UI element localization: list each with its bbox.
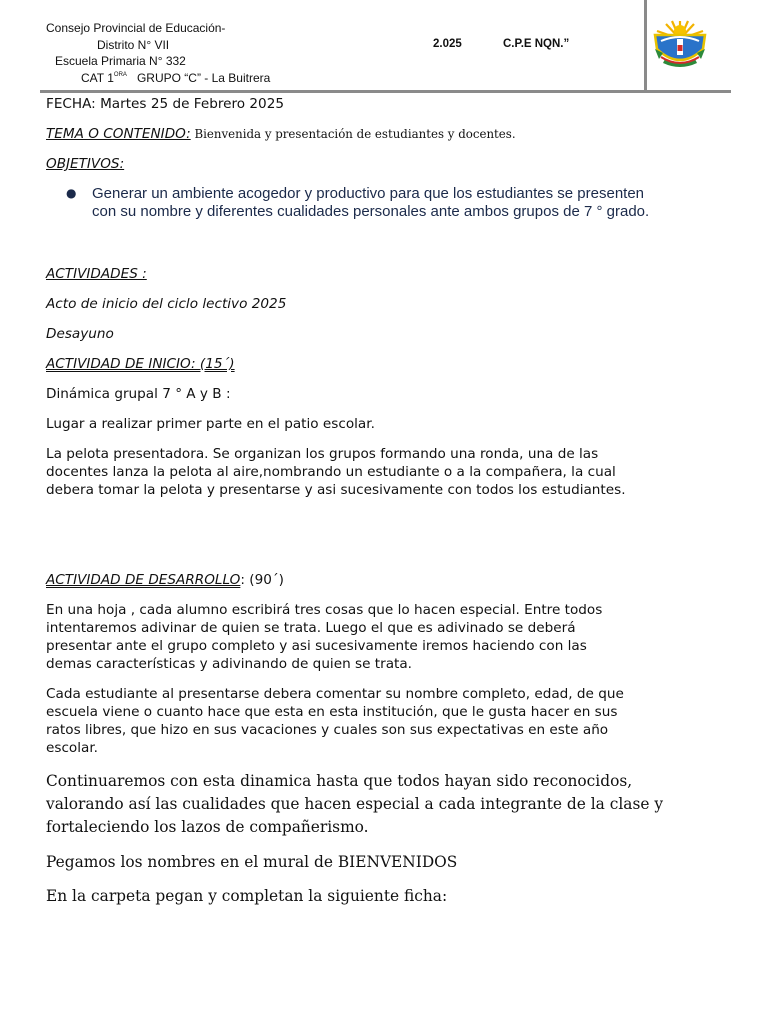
topic-line xyxy=(46,125,516,143)
development-label: ACTIVIDAD DE DESARROLLO xyxy=(46,572,241,588)
activity-breakfast: Desayuno xyxy=(46,326,114,342)
paragraph-line: ratos libres, que hizo en sus vacaciones y cuales son sus expectativas en este año xyxy=(46,722,609,738)
start-activity-paragraph xyxy=(46,445,666,499)
development-paragraph-3 xyxy=(46,770,686,839)
paragraph-line: presentar ante el grupo completo y asi sucesivamente iremos haciendo con las xyxy=(46,638,587,654)
header-category xyxy=(81,71,270,85)
start-activity-label: ACTIVIDAD DE INICIO: (15´) xyxy=(46,356,235,372)
development-paragraph-1 xyxy=(46,601,666,673)
header-cpe: C.P.E NQN.” xyxy=(503,38,570,50)
objectives-label: OBJETIVOS: xyxy=(46,156,125,172)
paragraph-line: debera tomar la pelota y presentarse y asi sucesivamente con todos los estudiantes. xyxy=(46,482,626,498)
header-horizontal-divider xyxy=(40,90,731,93)
header-council: Consejo Provincial de Educación- xyxy=(46,21,226,35)
paragraph-line: Continuaremos con esta dinamica hasta que todos hayan sido reconocidos, xyxy=(46,772,633,790)
worksheet-line: En la carpeta pegan y completan la siguiente ficha: xyxy=(46,887,448,905)
mural-line: Pegamos los nombres en el mural de BIENVENIDOS xyxy=(46,853,458,871)
paragraph-line: intentaremos adivinar de quien se trata. Luego el que es adivinado se deberá xyxy=(46,620,576,636)
location-line: Lugar a realizar primer parte en el patio escolar. xyxy=(46,416,375,432)
header-vertical-divider xyxy=(644,0,647,92)
topic-text: Bienvenida y presentación de estudiantes y docentes. xyxy=(190,127,516,141)
header-category-cat: CAT 1 xyxy=(81,71,114,85)
header-category-group: GRUPO “C” - La Buitrera xyxy=(136,71,271,85)
paragraph-line: escuela viene o cuanto hace que esta en esta institución, que le gusta hacer en sus xyxy=(46,704,618,720)
paragraph-line: fortaleciendo los lazos de compañerismo. xyxy=(46,818,369,836)
paragraph-line: Cada estudiante al presentarse debera comentar su nombre completo, edad, de que xyxy=(46,686,624,702)
development-heading xyxy=(46,571,284,589)
paragraph-line: valorando así las cualidades que hacen especial a cada integrante de la clase y xyxy=(46,795,664,813)
topic-label: TEMA O CONTENIDO: xyxy=(46,126,191,142)
development-paragraph-2 xyxy=(46,685,666,757)
paragraph-line: La pelota presentadora. Se organizan los grupos formando una ronda, una de las xyxy=(46,446,599,462)
activity-opening-act: Acto de inicio del ciclo lectivo 2025 xyxy=(46,296,287,312)
group-dynamic-line: Dinámica grupal 7 ° A y B : xyxy=(46,386,231,402)
header-category-sup: ORA xyxy=(113,72,127,78)
activities-label: ACTIVIDADES : xyxy=(46,266,147,282)
paragraph-line: docentes lanza la pelota al aire,nombrando un estudiante o a la compañera, la cual xyxy=(46,464,616,480)
objective-bullet: ● xyxy=(66,186,77,200)
date-line: FECHA: Martes 25 de Febrero 2025 xyxy=(46,96,285,112)
header-year: 2.025 xyxy=(433,38,462,50)
header-school: Escuela Primaria N° 332 xyxy=(55,54,186,68)
province-emblem-icon xyxy=(651,19,709,71)
paragraph-line: En una hoja , cada alumno escribirá tres cosas que lo hacen especial. Entre todos xyxy=(46,602,603,618)
paragraph-line: demas características y adivinando de quien se trata. xyxy=(46,656,413,672)
paragraph-line: escolar. xyxy=(46,740,99,756)
objective-item: Generar un ambiente acogedor y productivo para que los estudiantes se presenten con su nombre y diferentes cualidades personales ante ambos grupos de 7 ° grado. xyxy=(92,185,650,220)
development-time: : (90´) xyxy=(240,572,284,588)
header-district: Distrito N° VII xyxy=(97,38,170,52)
